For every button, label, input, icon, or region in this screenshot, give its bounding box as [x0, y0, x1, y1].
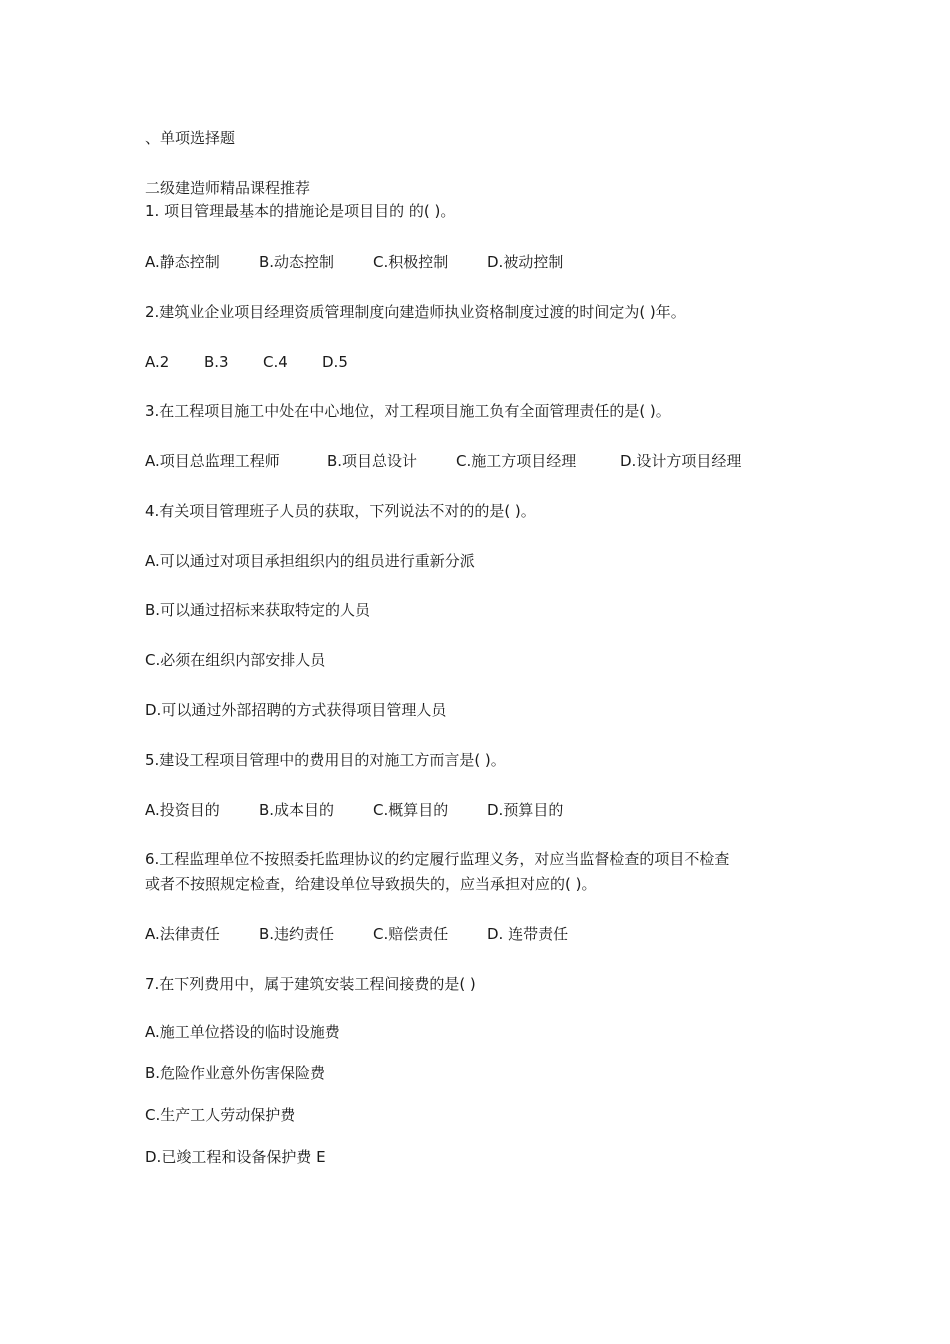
course-recommendation: 二级建造师精品课程推荐 [145, 179, 311, 197]
question-4-option-a: A.可以通过对项目承担组织内的组员进行重新分派 [145, 552, 475, 570]
question-7-option-a: A.施工单位搭设的临时设施费 [145, 1023, 340, 1041]
option-a: A.项目总监理工程师 [145, 452, 280, 470]
option-a: A.法律责任 [145, 925, 220, 943]
option-b: B.动态控制 [259, 253, 335, 271]
question-7-option-c: C.生产工人劳动保护费 [145, 1106, 296, 1124]
question-1: 1. 项目管理最基本的措施论是项目目的 的( )。 [145, 202, 456, 220]
option-d: D.被动控制 [487, 253, 564, 271]
option-b: B.3 [204, 353, 229, 371]
option-b: B.违约责任 [259, 925, 335, 943]
question-4-option-d: D.可以通过外部招聘的方式获得项目管理人员 [145, 701, 447, 719]
option-c: C.积极控制 [373, 253, 449, 271]
question-7: 7.在下列费用中，属于建筑安装工程间接费的是( ) [145, 975, 476, 993]
question-5: 5.建设工程项目管理中的费用目的对施工方而言是( )。 [145, 751, 506, 769]
question-3: 3.在工程项目施工中处在中心地位，对工程项目施工负有全面管理责任的是( )。 [145, 402, 671, 420]
option-d: D. 连带责任 [487, 925, 569, 943]
question-6-line-2: 或者不按照规定检查，给建设单位导致损失的，应当承担对应的( )。 [145, 875, 597, 893]
question-4-option-b: B.可以通过招标来获取特定的人员 [145, 601, 371, 619]
option-b: B.项目总设计 [327, 452, 418, 470]
question-6-options [145, 923, 568, 945]
question-1-options [145, 251, 563, 273]
question-3-options [145, 450, 741, 472]
option-a: A.静态控制 [145, 253, 220, 271]
option-c: C.4 [263, 353, 288, 371]
question-2-options [145, 351, 348, 373]
question-2: 2.建筑业企业项目经理资质管理制度向建造师执业资格制度过渡的时间定为( )年。 [145, 303, 686, 321]
question-4-option-c: C.必须在组织内部安排人员 [145, 651, 326, 669]
question-7-option-d: D.已竣工程和设备保护费 E [145, 1148, 326, 1166]
option-d: D.预算目的 [487, 801, 564, 819]
option-c: C.概算目的 [373, 801, 449, 819]
option-c: C.赔偿责任 [373, 925, 449, 943]
question-7-option-b: B.危险作业意外伤害保险费 [145, 1064, 326, 1082]
option-a: A.投资目的 [145, 801, 220, 819]
option-a: A.2 [145, 353, 170, 371]
question-5-options [145, 799, 563, 821]
option-d: D.设计方项目经理 [620, 452, 742, 470]
option-d: D.5 [322, 353, 348, 371]
question-4: 4.有关项目管理班子人员的获取，下列说法不对的的是( )。 [145, 502, 536, 520]
option-b: B.成本目的 [259, 801, 335, 819]
option-c: C.施工方项目经理 [456, 452, 577, 470]
section-heading: 、单项选择题 [145, 129, 236, 147]
question-6-line-1: 6.工程监理单位不按照委托监理协议的约定履行监理义务，对应当监督检查的项目不检查 [145, 850, 730, 868]
